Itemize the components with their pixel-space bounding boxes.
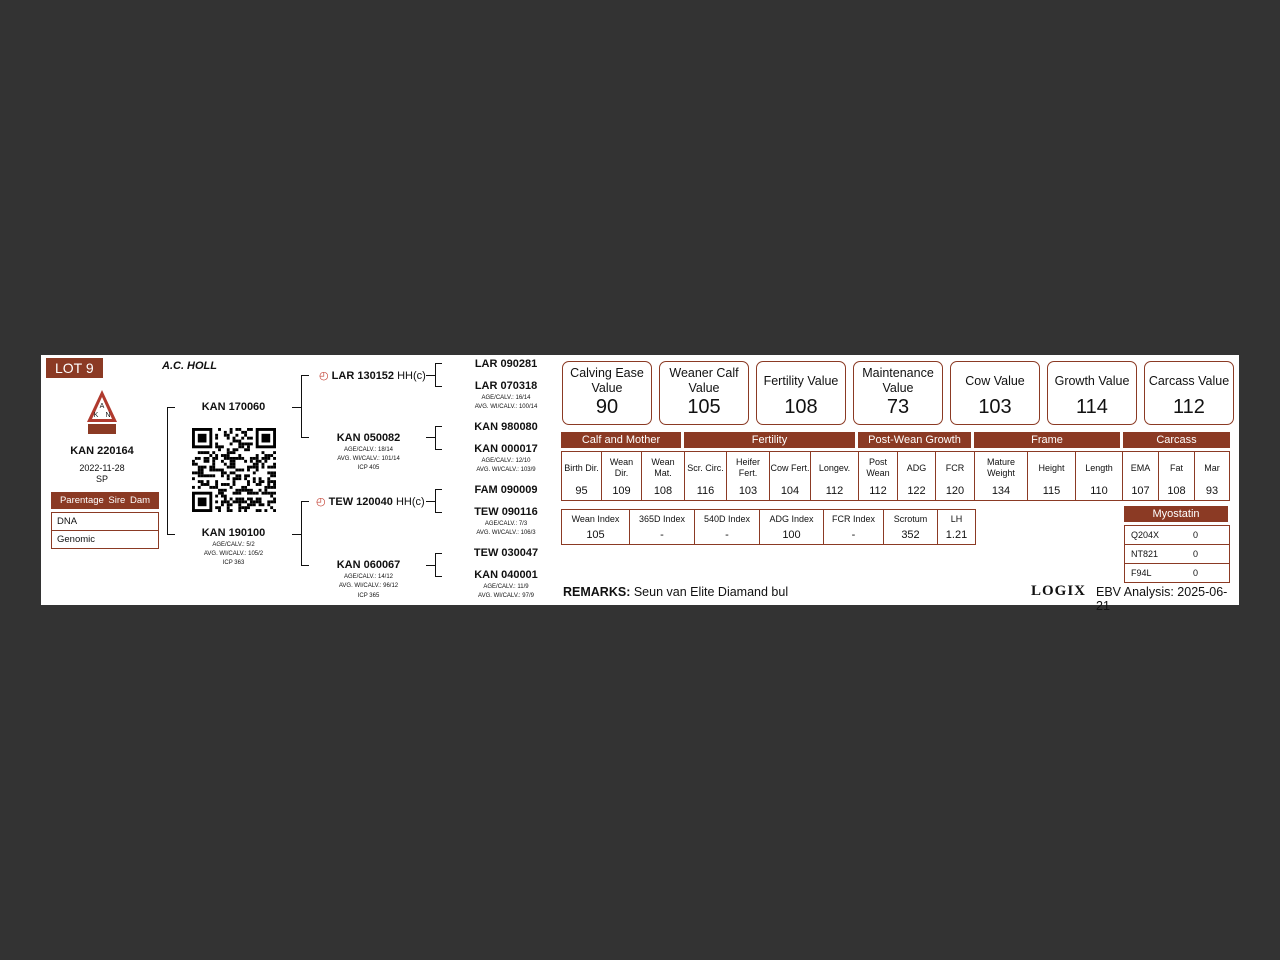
ebv-cell: FCR 120: [936, 452, 975, 500]
sire-name: KAN 170060: [201, 401, 266, 413]
ebv-table: [561, 451, 1230, 501]
breeder-logo-icon: [86, 388, 118, 436]
index-cell: 540D Index -: [695, 510, 760, 544]
index-cell: LH 1.21: [945, 513, 968, 541]
ebv-cell: Longev. 112: [811, 452, 859, 500]
pedigree-line: [426, 501, 435, 502]
value-number: 112: [1173, 396, 1205, 418]
value-number: 105: [687, 396, 721, 418]
myostatin-table: [1124, 525, 1230, 583]
dam-dam-info: AVG. WI/CALV.: 96/12: [338, 583, 399, 589]
ancestor-name: KAN 040001: [474, 569, 538, 581]
index-table: [561, 509, 976, 545]
pedigree-line: [426, 565, 435, 566]
ancestor-info: AVG. WI/CALV.: 97/9: [478, 593, 534, 599]
animal-id: KAN 220164: [70, 445, 134, 457]
pedigree-line: [435, 489, 436, 513]
group-header-fertility: Fertility: [684, 432, 855, 448]
lot-card: [41, 355, 1239, 613]
index-cell: FCR Index -: [824, 510, 884, 544]
value-box-weaner-calf: Weaner Calf Value 105: [659, 361, 749, 425]
ancestor-name: KAN 000017: [474, 443, 538, 455]
dam-dam-name: KAN 060067: [336, 559, 401, 571]
remarks: REMARKS: Seun van Elite Diamand bul: [563, 585, 789, 599]
dam-sire: ◴ TEW 120040 HH(c): [316, 496, 425, 508]
pedigree-line: [301, 501, 302, 566]
ancestor-name: LAR 090281: [474, 358, 538, 370]
pedigree-line: [301, 375, 309, 376]
myostatin-row: NT821 0: [1125, 545, 1229, 564]
lot-number: LOT 9: [46, 358, 103, 378]
group-header-calf-mother: Calf and Mother: [561, 432, 681, 448]
ancestor-name: KAN 980080: [474, 421, 538, 433]
pedigree-line: [435, 553, 436, 577]
value-number: 73: [886, 396, 910, 418]
pedigree-line: [301, 437, 309, 438]
ebv-cell: Height 115: [1028, 452, 1076, 500]
pedigree-line: [426, 437, 435, 438]
sire-dam-info: ICP 405: [357, 465, 380, 471]
index-cell: Scrotum 352: [884, 510, 938, 544]
dam-info: AGE/CALV.: 5/2: [212, 542, 255, 548]
group-header-frame: Frame: [974, 432, 1120, 448]
animal-code: SP: [95, 474, 108, 484]
ancestor-info: AGE/CALV.: 7/3: [484, 521, 528, 527]
value-box-calving-ease: Calving Ease Value 90: [562, 361, 652, 425]
ebv-cell: EMA 107: [1123, 452, 1159, 500]
ebv-cell: ADG 122: [898, 452, 936, 500]
ancestor-info: AGE/CALV.: 16/14: [481, 395, 531, 401]
pedigree-line: [292, 534, 301, 535]
sire-sire: ◴ LAR 130152 HH(c): [319, 370, 426, 382]
ebv-cell: Wean Dir. 109: [602, 452, 642, 500]
ebv-cell: Length 110: [1076, 452, 1123, 500]
parentage-row: DNA: [52, 513, 158, 531]
pedigree-line: [167, 407, 175, 408]
ebv-cell: Post Wean 112: [859, 452, 898, 500]
index-cell: 365D Index -: [630, 510, 695, 544]
ancestor-info: AGE/CALV.: 12/10: [481, 458, 531, 464]
ancestor-info: AVG. WI/CALV.: 103/9: [476, 467, 536, 473]
parentage-header: Parentage Sire Dam: [51, 492, 159, 509]
value-number: 90: [595, 396, 619, 418]
ancestor-name: TEW 090116: [474, 506, 538, 518]
pedigree-line: [301, 375, 302, 438]
ancestor-info: AGE/CALV.: 11/9: [483, 584, 529, 590]
pedigree-line: [167, 407, 168, 535]
pedigree-line: [435, 512, 442, 513]
pedigree-line: [435, 426, 442, 427]
dam-info: ICP 363: [222, 560, 245, 566]
heterozygous-marker-icon: ◴: [319, 370, 329, 382]
ancestor-name: LAR 070318: [474, 380, 538, 392]
pedigree-line: [167, 534, 175, 535]
value-box-growth: Growth Value 114: [1047, 361, 1137, 425]
ebv-cell: Wean Mat. 108: [642, 452, 685, 500]
value-number: 108: [784, 396, 818, 418]
pedigree-line: [435, 449, 442, 450]
ebv-cell: Birth Dir. 95: [562, 452, 602, 500]
ebv-cell: Scr. Circ. 116: [685, 452, 727, 500]
ancestor-name: TEW 030047: [473, 547, 539, 559]
dam-info: AVG. WI/CALV.: 105/2: [203, 551, 264, 557]
pedigree-line: [435, 426, 436, 450]
pedigree-line: [426, 375, 435, 376]
ebv-analysis-date: EBV Analysis: 2025-06-21: [1096, 585, 1228, 613]
myostatin-row: F94L 0: [1131, 568, 1199, 578]
value-box-cow: Cow Value 103: [950, 361, 1040, 425]
pedigree-line: [301, 501, 309, 502]
ebv-cell: Mar 93: [1204, 462, 1220, 497]
svg-text:K: K: [93, 412, 99, 419]
svg-text:A: A: [99, 403, 105, 410]
pedigree-line: [435, 576, 442, 577]
myostatin-row: Q204X 0: [1125, 526, 1229, 545]
svg-text:N: N: [105, 412, 111, 419]
ancestor-info: AVG. WI/CALV.: 100/14: [474, 404, 538, 410]
pedigree-line: [435, 489, 442, 490]
parentage-box: [51, 512, 159, 549]
sire-dam-info: AGE/CALV.: 18/14: [343, 447, 394, 453]
sire-dam-name: KAN 050082: [336, 432, 401, 444]
parentage-row: Genomic: [57, 534, 96, 545]
dam-dam-info: AGE/CALV.: 14/12: [343, 574, 394, 580]
dam-name: KAN 190100: [201, 527, 266, 539]
value-number: 103: [978, 396, 1012, 418]
sire-dam-info: AVG. WI/CALV.: 101/14: [337, 456, 400, 462]
ancestor-name: FAM 090009: [474, 484, 538, 496]
index-cell: Wean Index 105: [562, 510, 630, 544]
myostatin-header: Myostatin: [1124, 506, 1228, 522]
index-cell: ADG Index 100: [760, 510, 824, 544]
value-box-fertility: Fertility Value 108: [756, 361, 846, 425]
pedigree-line: [301, 565, 309, 566]
logix-logo: LOGIX: [1031, 583, 1087, 599]
group-header-carcass: Carcass: [1123, 432, 1230, 448]
pedigree-line: [435, 363, 442, 364]
breeder-name: A.C. HOLL: [162, 360, 217, 372]
heterozygous-marker-icon: ◴: [316, 496, 326, 508]
dam-dam-info: ICP 365: [357, 593, 380, 599]
pedigree-line: [435, 553, 442, 554]
group-header-post-wean: Post-Wean Growth: [858, 432, 971, 448]
ebv-cell: Fat 108: [1159, 452, 1195, 500]
value-number: 114: [1076, 396, 1108, 418]
animal-dob: 2022-11-28: [79, 463, 125, 473]
ebv-cell: Cow Fert. 104: [770, 452, 811, 500]
ebv-cell: Heifer Fert. 103: [727, 452, 770, 500]
value-box-maintenance: Maintenance Value 73: [853, 361, 943, 425]
pedigree-line: [435, 363, 436, 387]
pedigree-line: [435, 386, 442, 387]
ancestor-info: AVG. WI/CALV.: 106/3: [476, 530, 536, 536]
ebv-cell: Mature Weight 134: [975, 452, 1028, 500]
pedigree-line: [292, 407, 301, 408]
value-box-carcass: Carcass Value 112: [1144, 361, 1234, 425]
qr-code-icon[interactable]: [192, 428, 276, 512]
